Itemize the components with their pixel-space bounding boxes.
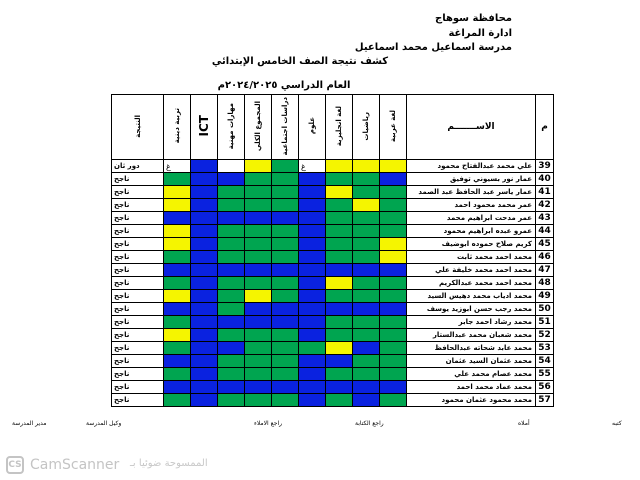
table-row — [112, 264, 554, 277]
grade-cell — [164, 173, 191, 186]
header-vocational-skills: مهارات مهنية — [218, 95, 245, 160]
grade-cell — [299, 212, 326, 225]
grade-cell — [191, 303, 218, 316]
signature-writing-reviewer: راجع الكتابة — [355, 420, 384, 427]
grade-cell — [191, 368, 218, 381]
grade-cell — [218, 394, 245, 407]
grade-cell — [218, 316, 245, 329]
grade-cell — [353, 394, 380, 407]
grade-cell — [326, 355, 353, 368]
grade-cell — [353, 199, 380, 212]
result-cell: ناجح — [112, 394, 164, 407]
grade-cell — [353, 329, 380, 342]
grade-cell — [380, 251, 407, 264]
grade-cell — [380, 160, 407, 173]
grade-cell — [272, 264, 299, 277]
grade-cell — [353, 212, 380, 225]
student-name-cell: محمد ادياب محمد دهيس السيد — [407, 290, 536, 303]
grade-cell — [326, 251, 353, 264]
grade-cell — [245, 225, 272, 238]
grade-cell — [164, 212, 191, 225]
student-number-cell: 57 — [536, 394, 554, 407]
grade-cell — [272, 394, 299, 407]
grade-cell — [299, 277, 326, 290]
student-name-cell: محمد عصام محمد علي — [407, 368, 536, 381]
grade-cell — [191, 199, 218, 212]
header-total: المجموع الكلي — [245, 95, 272, 160]
table-body — [112, 160, 554, 407]
grade-cell — [353, 368, 380, 381]
grade-cell — [218, 160, 245, 173]
student-name-cell: محمد رشاد احمد جابر — [407, 316, 536, 329]
grade-cell — [299, 238, 326, 251]
grade-cell — [326, 264, 353, 277]
student-number-cell: 42 — [536, 199, 554, 212]
grade-cell — [191, 212, 218, 225]
header-english: لغة انجليزية — [326, 95, 353, 160]
table-row — [112, 186, 554, 199]
administration-label: ادارة المراغة — [448, 28, 512, 39]
table-row — [112, 225, 554, 238]
result-cell: ناجح — [112, 316, 164, 329]
table-row — [112, 238, 554, 251]
student-number-cell: 50 — [536, 303, 554, 316]
student-name-cell: محمد احمد محمد ثابت — [407, 251, 536, 264]
student-number-cell: 51 — [536, 316, 554, 329]
grade-cell — [245, 381, 272, 394]
header-result: النتيجة — [112, 95, 164, 160]
grade-cell — [245, 160, 272, 173]
grade-cell — [353, 225, 380, 238]
grade-cell — [353, 381, 380, 394]
student-number-cell: 43 — [536, 212, 554, 225]
student-number-cell: 41 — [536, 186, 554, 199]
grade-cell — [164, 225, 191, 238]
table-row — [112, 160, 554, 173]
grade-cell — [245, 186, 272, 199]
student-name-cell: محمد رجب حسن ابوزيد يوسف — [407, 303, 536, 316]
grade-cell — [218, 342, 245, 355]
grade-cell — [218, 381, 245, 394]
grade-cell — [380, 277, 407, 290]
grade-cell — [191, 173, 218, 186]
grade-cell — [218, 186, 245, 199]
grade-cell — [191, 394, 218, 407]
signature-dictation-reviewer: راجع الاملاء — [254, 420, 283, 427]
student-name-cell: عمر محمد محمود احمد — [407, 199, 536, 212]
grade-cell — [353, 303, 380, 316]
grade-cell — [164, 290, 191, 303]
grade-cell — [272, 212, 299, 225]
student-number-cell: 47 — [536, 264, 554, 277]
grade-cell — [326, 329, 353, 342]
grade-cell — [326, 212, 353, 225]
grade-cell — [245, 251, 272, 264]
grade-cell — [245, 238, 272, 251]
grade-cell — [191, 264, 218, 277]
grade-cell — [380, 342, 407, 355]
grade-cell — [326, 342, 353, 355]
signature-written-by: كتبه — [612, 420, 622, 427]
grade-cell — [245, 355, 272, 368]
grade-cell — [380, 238, 407, 251]
grade-cell — [218, 225, 245, 238]
student-name-cell: محمد عماد محمد احمد — [407, 381, 536, 394]
grade-cell — [272, 186, 299, 199]
result-cell: ناجح — [112, 381, 164, 394]
grade-cell — [353, 290, 380, 303]
grade-cell — [164, 368, 191, 381]
grade-cell — [272, 277, 299, 290]
grade-cell — [191, 225, 218, 238]
grade-cell — [380, 186, 407, 199]
student-name-cell: عمر مدحت ابراهيم محمد — [407, 212, 536, 225]
header-number: م — [536, 95, 554, 160]
grade-cell — [299, 381, 326, 394]
grade-cell — [191, 160, 218, 173]
academic-year-label: العام الدراسي ٢٠٢٤/٢٠٢٥م — [217, 80, 351, 91]
grade-cell — [164, 277, 191, 290]
student-name-cell: محمد احمد محمد عبدالكريم — [407, 277, 536, 290]
grade-cell — [299, 303, 326, 316]
grade-cell — [353, 251, 380, 264]
grade-cell — [299, 264, 326, 277]
grade-cell — [272, 368, 299, 381]
result-cell: ناجح — [112, 290, 164, 303]
table-row — [112, 316, 554, 329]
grade-cell — [245, 303, 272, 316]
student-name-cell: محمد احمد محمد خليفة علي — [407, 264, 536, 277]
grade-cell — [380, 381, 407, 394]
grade-cell — [380, 212, 407, 225]
student-name-cell: محمد عثمان السيد عثمان — [407, 355, 536, 368]
grade-cell — [272, 303, 299, 316]
grade-cell — [218, 303, 245, 316]
grade-cell — [299, 186, 326, 199]
student-number-cell: 44 — [536, 225, 554, 238]
grade-cell — [164, 238, 191, 251]
grade-cell — [272, 355, 299, 368]
camscanner-watermark — [6, 456, 119, 474]
grade-cell — [164, 251, 191, 264]
grade-cell — [218, 264, 245, 277]
grade-cell — [272, 342, 299, 355]
header-ict: ICT — [191, 95, 218, 160]
student-number-cell: 56 — [536, 381, 554, 394]
grade-cell — [380, 290, 407, 303]
grade-cell — [380, 225, 407, 238]
grade-cell — [218, 173, 245, 186]
grade-cell — [164, 303, 191, 316]
table-header-row — [112, 95, 554, 160]
result-cell: ناجح — [112, 173, 164, 186]
result-cell: ناجح — [112, 368, 164, 381]
header-math: رياضيات — [353, 95, 380, 160]
grade-cell — [326, 381, 353, 394]
grade-cell — [191, 381, 218, 394]
grade-cell — [164, 264, 191, 277]
grade-cell — [191, 186, 218, 199]
governorate-label: محافظة سوهاج — [435, 13, 512, 24]
student-name-cell: عمرو عبده ابراهيم محمود — [407, 225, 536, 238]
result-cell: ناجح — [112, 212, 164, 225]
grade-cell — [299, 251, 326, 264]
table-row — [112, 394, 554, 407]
grade-cell — [245, 316, 272, 329]
grade-cell — [380, 264, 407, 277]
grade-cell — [353, 186, 380, 199]
grade-cell — [326, 303, 353, 316]
grade-cell — [272, 173, 299, 186]
grade-cell — [245, 368, 272, 381]
grade-cell — [353, 264, 380, 277]
school-name-label: مدرسة اسماعيل محمد اسماعيل — [354, 42, 512, 53]
grade-cell — [353, 238, 380, 251]
grade-cell — [299, 355, 326, 368]
grade-cell — [191, 290, 218, 303]
header-science: علوم — [299, 95, 326, 160]
student-name-cell: محمد عابد شحاته عبدالحافظ — [407, 342, 536, 355]
result-cell: ناجح — [112, 342, 164, 355]
result-cell: ناجح — [112, 251, 164, 264]
student-name-cell: محمد شعبان محمد عبدالستار — [407, 329, 536, 342]
grade-cell — [218, 251, 245, 264]
grade-cell — [299, 316, 326, 329]
grade-cell — [353, 173, 380, 186]
grade-cell — [272, 251, 299, 264]
grade-cell — [245, 199, 272, 212]
grade-cell — [218, 199, 245, 212]
signature-dictated-by: أملاه — [518, 420, 530, 427]
grade-cell — [272, 160, 299, 173]
grade-cell — [380, 355, 407, 368]
grade-cell — [272, 238, 299, 251]
grade-cell — [326, 316, 353, 329]
result-cell: ناجح — [112, 186, 164, 199]
grade-cell — [245, 173, 272, 186]
table-row — [112, 342, 554, 355]
grade-cell — [245, 277, 272, 290]
header-arabic: لغة عربية — [380, 95, 407, 160]
grade-cell — [272, 290, 299, 303]
student-number-cell: 49 — [536, 290, 554, 303]
grade-cell — [218, 329, 245, 342]
student-number-cell: 53 — [536, 342, 554, 355]
grade-cell — [272, 329, 299, 342]
grade-cell — [164, 342, 191, 355]
student-number-cell: 54 — [536, 355, 554, 368]
camscanner-brand: CamScanner — [30, 457, 120, 473]
grade-cell — [299, 342, 326, 355]
signature-principal: مدير المدرسة — [12, 420, 47, 427]
result-cell: ناجح — [112, 329, 164, 342]
table-row — [112, 381, 554, 394]
grade-cell — [326, 290, 353, 303]
table-row — [112, 329, 554, 342]
grade-cell — [164, 186, 191, 199]
table-row — [112, 368, 554, 381]
table-row — [112, 199, 554, 212]
report-title: كشف نتيجة الصف الخامس الإبتدائي — [211, 56, 389, 67]
grade-cell — [245, 264, 272, 277]
grade-cell — [380, 316, 407, 329]
table-row — [112, 212, 554, 225]
grade-cell: غ — [299, 160, 326, 173]
grade-cell — [245, 329, 272, 342]
grade-cell — [380, 394, 407, 407]
student-name-cell: علي محمد عبدالفتاح محمود — [407, 160, 536, 173]
grade-cell — [272, 199, 299, 212]
grade-cell — [191, 342, 218, 355]
grade-cell — [380, 303, 407, 316]
grade-cell — [164, 394, 191, 407]
grade-cell — [299, 329, 326, 342]
grade-cell — [218, 277, 245, 290]
student-number-cell: 45 — [536, 238, 554, 251]
grade-cell — [164, 316, 191, 329]
grade-cell — [326, 368, 353, 381]
grade-cell — [272, 225, 299, 238]
table-row — [112, 290, 554, 303]
grade-cell — [326, 160, 353, 173]
camscanner-arabic-caption: الممسوحة ضوئيا بـ — [130, 458, 208, 469]
grade-cell — [326, 394, 353, 407]
grade-cell — [299, 290, 326, 303]
grade-cell — [218, 212, 245, 225]
result-cell: ناجح — [112, 303, 164, 316]
table-row — [112, 277, 554, 290]
header-religion: تربية دينية — [164, 95, 191, 160]
grade-cell: غ — [164, 160, 191, 173]
grade-cell — [326, 186, 353, 199]
grade-cell — [353, 355, 380, 368]
camscanner-logo-icon: CS — [6, 456, 24, 474]
student-name-cell: عمار نور بسيوني توفيق — [407, 173, 536, 186]
grade-cell — [164, 381, 191, 394]
grade-cell — [191, 355, 218, 368]
table-row — [112, 355, 554, 368]
grade-cell — [353, 160, 380, 173]
grade-cell — [353, 316, 380, 329]
grade-cell — [299, 368, 326, 381]
grade-cell — [299, 225, 326, 238]
grade-cell — [299, 199, 326, 212]
grade-cell — [245, 342, 272, 355]
grade-cell — [245, 290, 272, 303]
grade-cell — [191, 238, 218, 251]
student-name-cell: محمد محمود عثمان محمود — [407, 394, 536, 407]
grade-cell — [326, 173, 353, 186]
header-name: الاســـــــم — [407, 95, 536, 160]
result-cell: ناجح — [112, 355, 164, 368]
result-cell: ناجح — [112, 277, 164, 290]
grade-cell — [326, 225, 353, 238]
signature-vice-principal: وكيل المدرسة — [86, 420, 122, 427]
grade-cell — [326, 199, 353, 212]
grade-cell — [218, 238, 245, 251]
grade-cell — [164, 199, 191, 212]
grade-cell — [164, 329, 191, 342]
grade-cell — [218, 368, 245, 381]
student-name-cell: كريم صلاح حموده ابوضيف — [407, 238, 536, 251]
results-table — [111, 94, 554, 407]
grade-cell — [380, 329, 407, 342]
grade-cell — [191, 251, 218, 264]
table-row — [112, 173, 554, 186]
grade-cell — [272, 316, 299, 329]
student-number-cell: 52 — [536, 329, 554, 342]
student-number-cell: 55 — [536, 368, 554, 381]
result-cell: ناجح — [112, 264, 164, 277]
grade-cell — [353, 277, 380, 290]
grade-cell — [272, 381, 299, 394]
header-social-studies: دراسات اجتماعية — [272, 95, 299, 160]
result-cell: ناجح — [112, 238, 164, 251]
grade-cell — [380, 368, 407, 381]
student-number-cell: 46 — [536, 251, 554, 264]
grade-cell — [380, 173, 407, 186]
student-name-cell: عمار ياسر عبد الحافظ عبد الصمد — [407, 186, 536, 199]
grade-cell — [164, 355, 191, 368]
grade-cell — [245, 394, 272, 407]
table-row — [112, 303, 554, 316]
grade-cell — [326, 277, 353, 290]
grade-cell — [218, 355, 245, 368]
grade-cell — [353, 342, 380, 355]
student-number-cell: 40 — [536, 173, 554, 186]
grade-cell — [191, 329, 218, 342]
grade-cell — [245, 212, 272, 225]
grade-cell — [191, 277, 218, 290]
grade-cell — [380, 199, 407, 212]
student-number-cell: 48 — [536, 277, 554, 290]
grade-cell — [299, 173, 326, 186]
grade-cell — [299, 394, 326, 407]
grade-cell — [326, 238, 353, 251]
result-cell: ناجح — [112, 225, 164, 238]
result-cell: دور ثان — [112, 160, 164, 173]
grade-cell — [218, 290, 245, 303]
table-row — [112, 251, 554, 264]
grade-cell — [191, 316, 218, 329]
student-number-cell: 39 — [536, 160, 554, 173]
result-cell: ناجح — [112, 199, 164, 212]
